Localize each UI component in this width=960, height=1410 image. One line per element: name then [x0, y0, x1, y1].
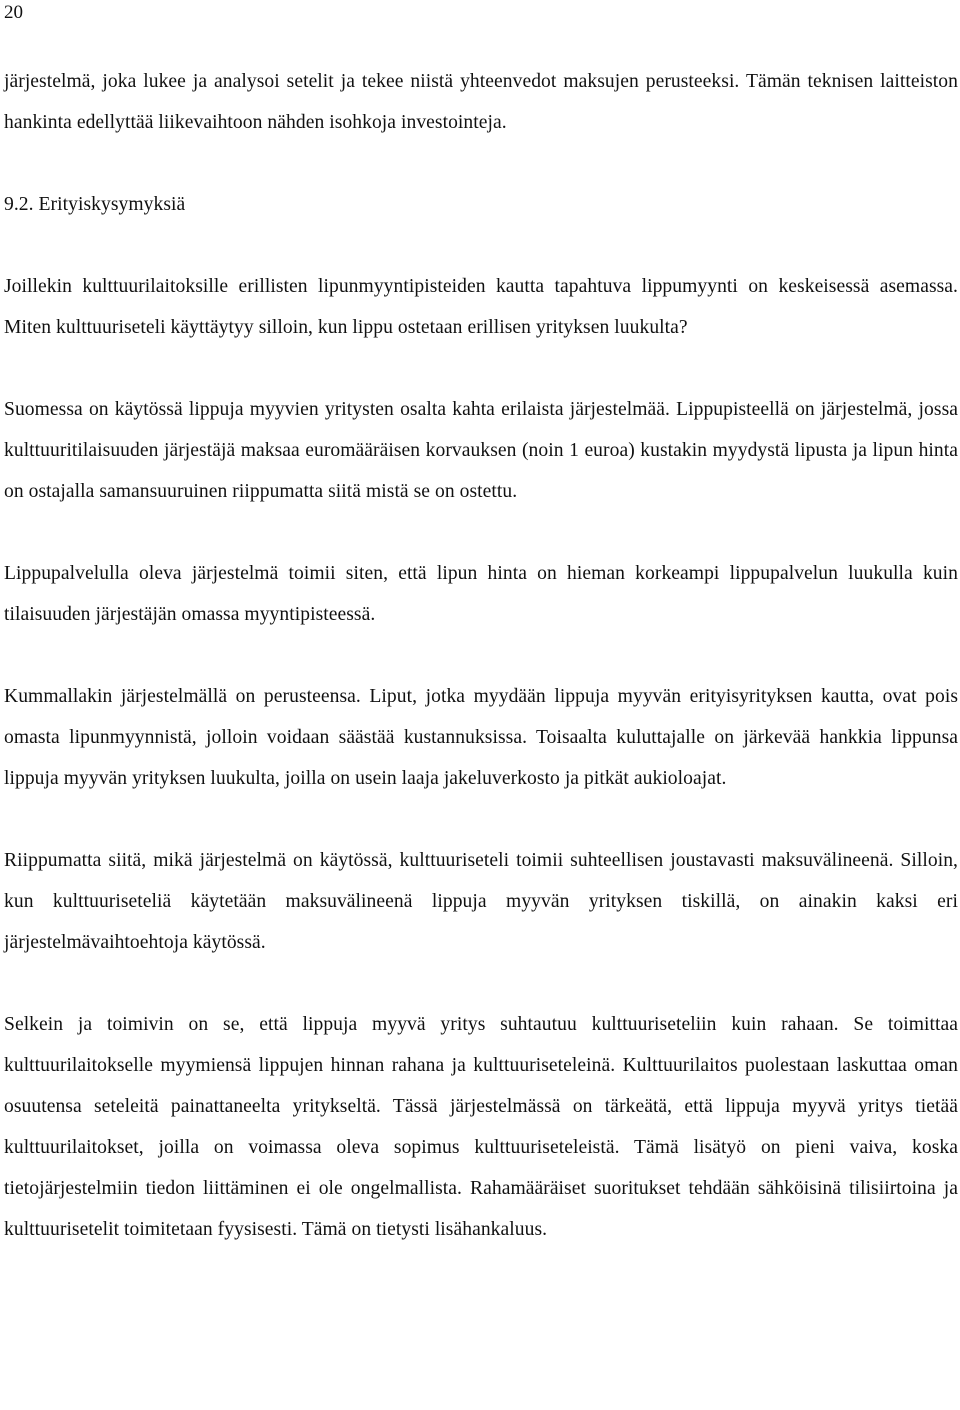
paragraph: Lippupalvelulla oleva järjestelmä toimii siten, että lipun hinta on hieman korkeampi lippupalvelun luukulla kuin tilaisuuden järjestäjän omassa myyntipisteessä.	[4, 563, 958, 625]
paragraph: Suomessa on käytössä lippuja myyvien yritysten osalta kahta erilaista järjestelmää. Lippupisteellä on järjestelmä, jossa kulttuuritilaisuuden järjestäjä maksaa euromääräisen korvauksen (noin 1 euroa) kustakin myydystä lipusta ja lipun hinta on ostajalla samansuuruinen riippumatta siitä mistä se on ostettu.	[4, 399, 958, 502]
page-number: 20	[4, 2, 23, 23]
section-heading: 9.2. Erityiskysymyksiä	[4, 194, 186, 215]
paragraph-continuation: järjestelmä, joka lukee ja analysoi setelit ja tekee niistä yhteenvedot maksujen perusteeksi. Tämän teknisen laitteiston hankinta edellyttää liikevaihtoon nähden isohkoja investointeja.	[4, 71, 958, 133]
paragraph: Riippumatta siitä, mikä järjestelmä on käytössä, kulttuuriseteli toimii suhteellisen joustavasti maksuvälineenä. Silloin, kun kulttuuriseteliä käytetään maksuvälineenä lippuja myyvän yrityksen tiskillä, on ainakin kaksi eri järjestelmävaihtoehtoja käytössä.	[4, 850, 958, 953]
paragraph: Selkein ja toimivin on se, että lippuja myyvä yritys suhtautuu kulttuuriseteliin kuin rahaan. Se toimittaa kulttuurilaitokselle myymiensä lippujen hinnan rahana ja kulttuuriseteleinä. Kulttuurilaitos puolestaan laskuttaa oman osuutensa seteleitä painattaneelta yritykseltä. Tässä järjestelmässä on tärkeätä, että lippuja myyvä yritys tietää kulttuurilaitokset, joilla on voimassa oleva sopimus kulttuuriseteleistä. Tämä lisätyö on pieni vaiva, koska tietojärjestelmiin tiedon liittäminen ei ole ongelmallista. Rahamääräiset suoritukset tehdään sähköisinä tilisiirtoina ja kulttuurisetelit toimitetaan fyysisesti. Tämä on tietysti lisähankaluus.	[4, 1014, 958, 1240]
paragraph: Joillekin kulttuurilaitoksille erillisten lipunmyyntipisteiden kautta tapahtuva lippumyynti on keskeisessä asemassa. Miten kulttuuriseteli käyttäytyy silloin, kun lippu ostetaan erillisen yrityksen luukulta?	[4, 276, 958, 338]
paragraph: Kummallakin järjestelmällä on perusteensa. Liput, jotka myydään lippuja myyvän erityisyrityksen kautta, ovat pois omasta lipunmyynnistä, jolloin voidaan säästää kustannuksissa. Toisaalta kuluttajalle on järkevää hankkia lippunsa lippuja myyvän yrityksen luukulta, joilla on usein laaja jakeluverkosto ja pitkät aukioloajat.	[4, 686, 958, 789]
document-body	[4, 61, 958, 1291]
